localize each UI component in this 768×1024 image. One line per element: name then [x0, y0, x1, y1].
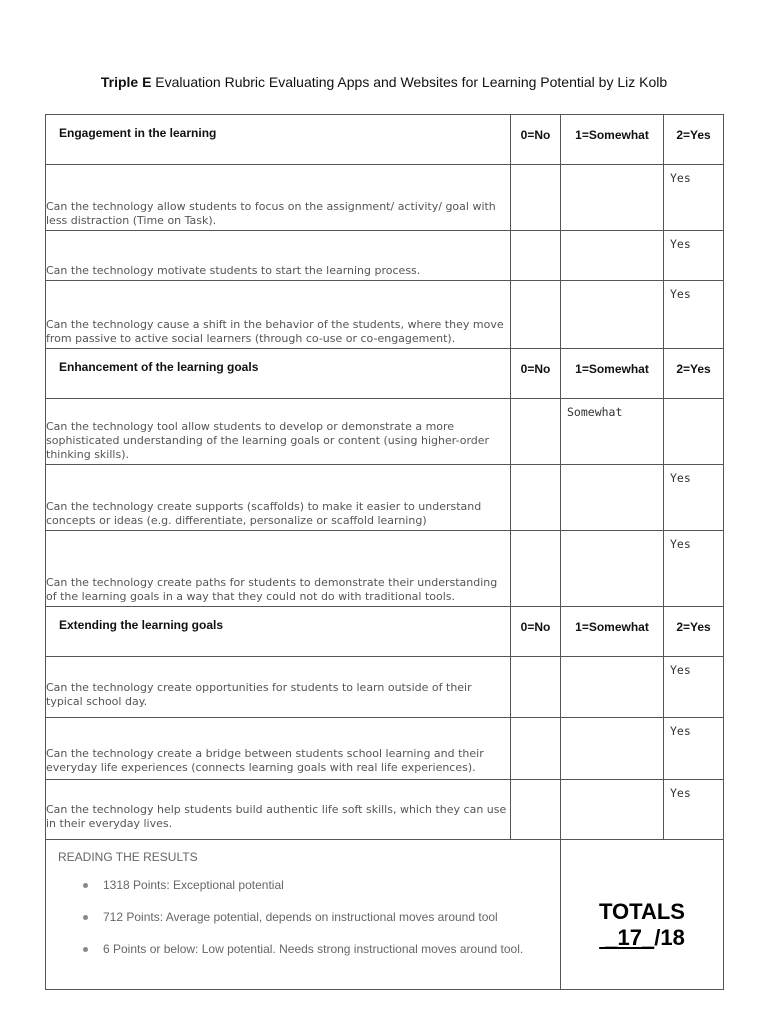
question-row [46, 531, 724, 607]
question-text: Can the technology create supports (scaffolds) to make it easier to understand concepts or ideas (e.g. differentiate, personalize or scaffold learning) [46, 465, 511, 531]
reading-results [46, 840, 561, 990]
question-text: Can the technology create a bridge between students school learning and their everyday life experiences (connects learning goals with real life experiences). [46, 718, 511, 780]
question-text: Can the technology create paths for students to demonstrate their understanding of the learning goals in a way that they could not do with traditional tools. [46, 531, 511, 607]
question-row [46, 657, 724, 718]
section-title: Extending the learning goals [46, 607, 511, 657]
question-text: Can the technology allow students to focus on the assignment/ activity/ goal with less distraction (Time on Task). [46, 165, 511, 231]
score-header-yes: 2=Yes [664, 349, 724, 399]
score-cell-no [511, 281, 561, 349]
score-cell-somewhat [561, 231, 664, 281]
section-header-row [46, 349, 724, 399]
question-row [46, 780, 724, 840]
score-cell-yes: Yes [664, 281, 724, 349]
score-cell-no [511, 780, 561, 840]
totals-value: _17_/18 [599, 924, 685, 950]
question-row [46, 399, 724, 465]
reading-item: 6 Points or below: Low potential. Needs strong instructional moves around tool. [58, 942, 560, 956]
question-row [46, 281, 724, 349]
question-row [46, 231, 724, 281]
score-cell-somewhat [561, 780, 664, 840]
section-header-row [46, 607, 724, 657]
score-cell-no [511, 465, 561, 531]
score-header-yes: 2=Yes [664, 115, 724, 165]
score-cell-yes: Yes [664, 231, 724, 281]
document-title [0, 74, 768, 90]
question-text: Can the technology tool allow students to develop or demonstrate a more sophisticated understanding of the learning goals or content (using higher-order thinking skills). [46, 399, 511, 465]
question-text: Can the technology cause a shift in the behavior of the students, where they move from passive to active social learners (through co-use or co-engagement). [46, 281, 511, 349]
section-title: Enhancement of the learning goals [46, 349, 511, 399]
score-header-somewhat: 1=Somewhat [561, 115, 664, 165]
rubric-table [45, 114, 724, 990]
score-cell-no [511, 657, 561, 718]
score-header-no: 0=No [511, 349, 561, 399]
score-cell-somewhat [561, 165, 664, 231]
results-row [46, 840, 724, 990]
score-cell-yes: Yes [664, 718, 724, 780]
score-cell-no [511, 531, 561, 607]
score-cell-somewhat [561, 465, 664, 531]
score-cell-yes [664, 399, 724, 465]
score-cell-somewhat [561, 281, 664, 349]
score-cell-no [511, 718, 561, 780]
score-header-yes: 2=Yes [664, 607, 724, 657]
score-cell-yes: Yes [664, 780, 724, 840]
title-bold: Triple E [100, 74, 152, 90]
score-cell-no [511, 165, 561, 231]
question-text: Can the technology create opportunities for students to learn outside of their typical school day. [46, 657, 511, 718]
score-header-no: 0=No [511, 115, 561, 165]
totals-cell [561, 840, 724, 990]
question-text: Can the technology motivate students to start the learning process. [46, 231, 511, 281]
section-title: Engagement in the learning [46, 115, 511, 165]
question-row [46, 718, 724, 780]
score-cell-yes: Yes [664, 657, 724, 718]
score-cell-somewhat [561, 718, 664, 780]
totals-score: 17 [617, 924, 642, 950]
score-cell-yes: Yes [664, 465, 724, 531]
reading-list [58, 878, 560, 956]
score-cell-yes: Yes [664, 531, 724, 607]
score-cell-no [511, 399, 561, 465]
reading-item: 712 Points: Average potential, depends on instructional moves around tool [58, 910, 560, 924]
score-cell-somewhat [561, 531, 664, 607]
score-header-somewhat: 1=Somewhat [561, 607, 664, 657]
score-cell-somewhat: Somewhat [561, 399, 664, 465]
score-cell-no [511, 231, 561, 281]
score-header-no: 0=No [511, 607, 561, 657]
reading-title: READING THE RESULTS [58, 850, 198, 864]
score-cell-somewhat [561, 657, 664, 718]
question-row [46, 165, 724, 231]
reading-item: 1318 Points: Exceptional potential [58, 878, 560, 892]
question-row [46, 465, 724, 531]
score-cell-yes: Yes [664, 165, 724, 231]
title-rest: Evaluation Rubric Evaluating Apps and Websites for Learning Potential by Liz Kolb [151, 74, 668, 90]
section-header-row [46, 115, 724, 165]
totals-label: TOTALS [599, 898, 685, 924]
totals-max: /18 [654, 924, 685, 950]
score-header-somewhat: 1=Somewhat [561, 349, 664, 399]
question-text: Can the technology help students build authentic life soft skills, which they can use in their everyday lives. [46, 780, 511, 840]
